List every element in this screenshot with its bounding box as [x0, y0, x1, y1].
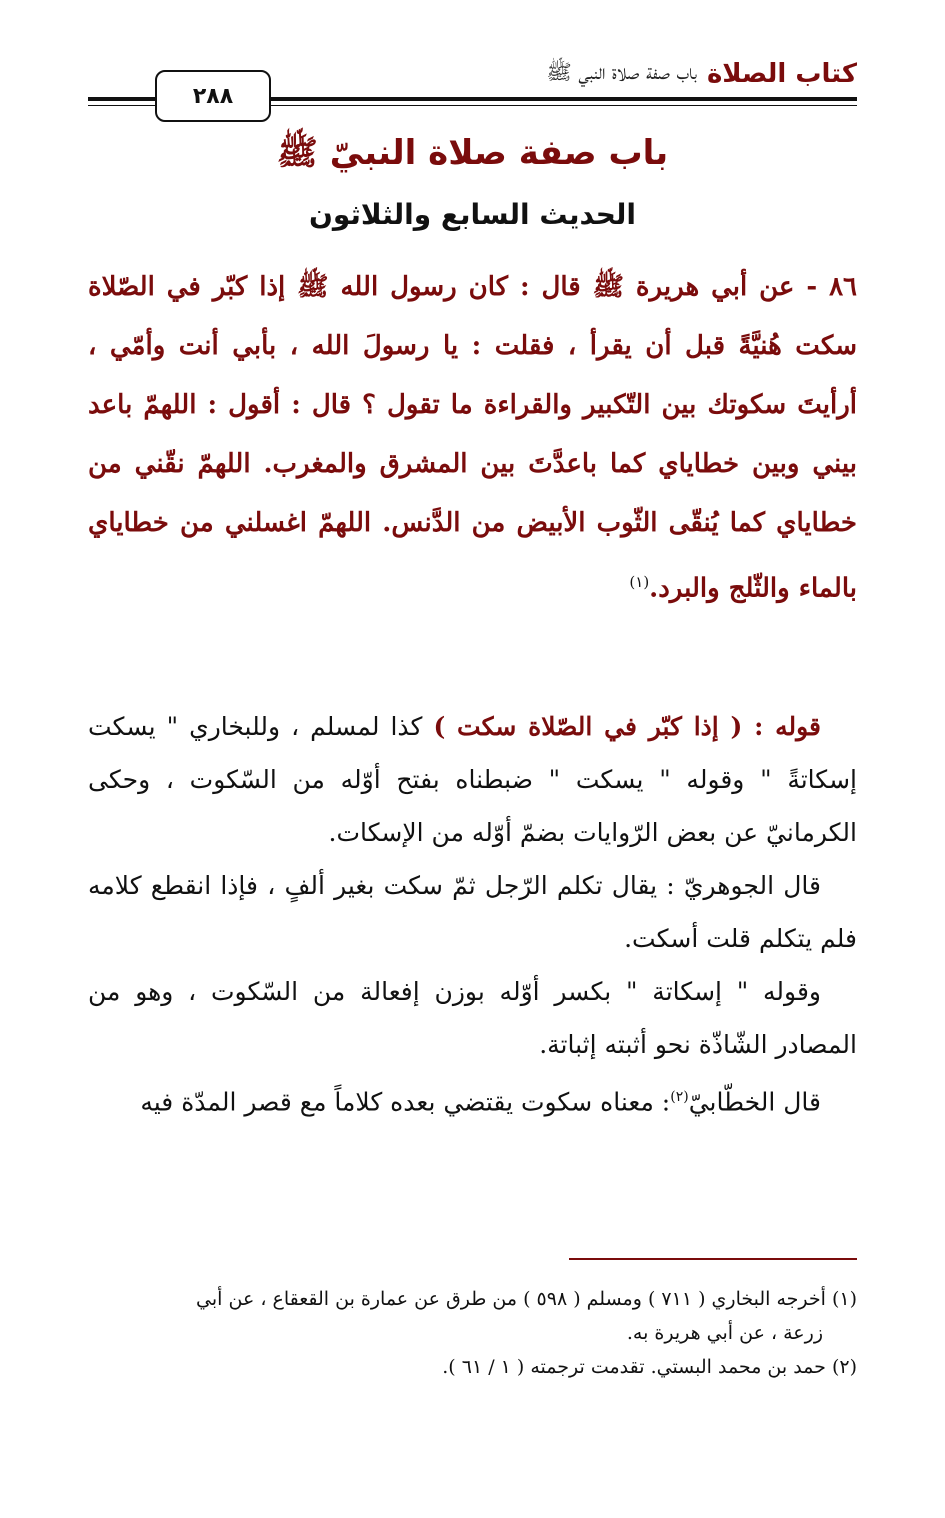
footnote-separator — [569, 1258, 857, 1260]
footnotes — [88, 1282, 857, 1384]
book-title: كتاب الصلاة — [706, 59, 857, 89]
footnote-ref-2[interactable]: (٢) — [670, 1089, 689, 1105]
footnote-ref-1[interactable]: (١) — [629, 573, 650, 591]
footnote-1-continued: زرعة ، عن أبي هريرة به. — [626, 1322, 823, 1344]
lemma: قوله : ( إذا كبّر في الصّلاة سكت ) — [433, 712, 821, 741]
commentary-text-1: كذا لمسلم ، وللبخاري " يسكت إسكاتةً " وقوله " يسكت " ضبطناه بفتح أوّله من السّكوت ، وحكى الكرمانيّ عن بعض الرّوايات بضمّ أوّله من الإسكات. — [88, 712, 857, 847]
commentary-text-4b: : معناه سكوت يقتضي بعده كلاماً مع قصر المدّة فيه — [140, 1087, 671, 1117]
commentary — [88, 700, 857, 1128]
footnote-1: (١) أخرجه البخاري ( ٧١١ ) ومسلم ( ٥٩٨ ) من طرق عن عمارة بن القعقاع ، عن أبي — [196, 1288, 857, 1310]
chapter-title: باب صفة صلاة النبيّ ﷺ — [276, 133, 669, 173]
commentary-text-4a: قال الخطّابيّ — [688, 1087, 821, 1117]
commentary-paragraph-3: وقوله " إسكاتة " بكسر أوّله بوزن إفعالة من السّكوت ، وهو من المصادر الشّاذّة نحو أثبته إثباتة. — [88, 977, 857, 1059]
footnote-2: (٢) حمد بن محمد البستي. تقدمت ترجمته ( ١ / ٦١ ). — [442, 1356, 857, 1378]
hadith-text — [88, 258, 857, 619]
commentary-paragraph-2: قال الجوهريّ : يقال تكلم الرّجل ثمّ سكت بغير ألفٍ ، فإذا انقطع كلامه فلم يتكلم قلت أسكت. — [88, 871, 857, 953]
hadith-body: ٨٦ - عن أبي هريرة ﷺ قال : كان رسول الله ﷺ إذا كبّر في الصّلاة سكت هُنيَّةً قبل أن يقرأ ، فقلت : يا رسولَ الله ، بأبي أنت وأمّي ، أرأيتَ سكوتك بين التّكبير والقراءة ما تقول ؟ قال : أقول : اللهمّ باعد بيني وبين خطاياي كما باعدَّتَ بين المشرق والمغرب. اللهمّ نقّني من خطاياي كما يُنقّى الثّوب الأبيض من الدَّنس. اللهمّ اغسلني من خطاياي بالماء والثّلج والبرد. — [88, 272, 857, 604]
chapter-name: باب صفة صلاة النبي ﷺ — [546, 59, 697, 84]
commentary-paragraph-1 — [88, 700, 857, 859]
page-number: ٢٨٨ — [155, 70, 271, 122]
commentary-paragraph-4 — [88, 1071, 857, 1128]
hadith-title: الحديث السابع والثلاثون — [308, 198, 637, 231]
